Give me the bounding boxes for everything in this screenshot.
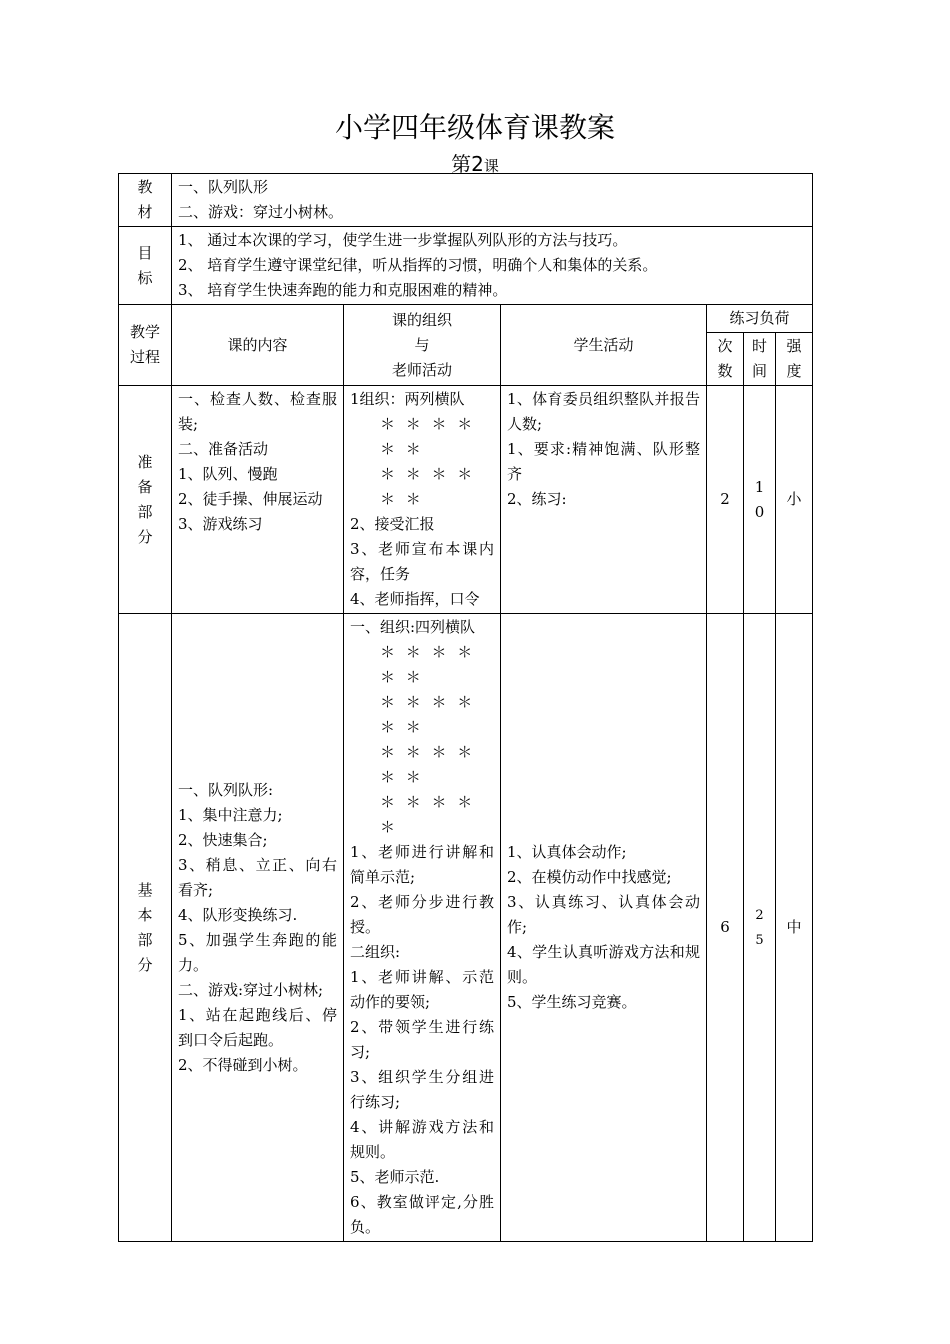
- basic-content-line: 2、快速集合;: [178, 830, 268, 849]
- prep-content-line: 一、检查人数、检查服装;: [178, 390, 337, 433]
- prep-content-line: 二、准备活动: [178, 440, 269, 458]
- lesson-number-main: 第2: [451, 152, 484, 176]
- prep-student-line: 2、练习:: [507, 490, 567, 508]
- basic-org-line: 2、带领学生进行练习;: [350, 1018, 494, 1061]
- basic-intensity: 中: [776, 614, 813, 1242]
- basic-org: [344, 614, 501, 1242]
- header-content: 课的内容: [172, 305, 344, 386]
- materials-line: 二、游戏：穿过小树林。: [178, 203, 344, 221]
- materials-content: [172, 174, 813, 227]
- basic-org-line: 5、老师示范.: [350, 1168, 440, 1186]
- basic-student-line: 3、认真练习、认真体会动作;: [507, 893, 700, 936]
- goals-row: [119, 227, 813, 305]
- basic-content-line: 4、队形变换练习.: [178, 905, 298, 924]
- prep-org-line: 3、老师宣布本课内容，任务: [350, 540, 494, 583]
- header-org: 课的组织 与 老师活动: [344, 305, 501, 386]
- prep-count: 2: [707, 386, 744, 614]
- basic-org-line: 1、老师讲解、示范动作的要领;: [350, 968, 494, 1011]
- prep-content-line: 3、游戏练习: [178, 515, 263, 533]
- basic-student: [501, 614, 707, 1242]
- prep-content-line: 2、徒手操、伸展运动: [178, 490, 323, 508]
- formation-row: ＊ ＊ ＊ ＊ ＊ ＊: [380, 643, 476, 686]
- prep-intensity: 小: [776, 386, 813, 614]
- header-process: 教学 过程: [119, 305, 172, 386]
- prep-student: [501, 386, 707, 614]
- prep-org: [344, 386, 501, 614]
- header-intensity: 强 度: [776, 333, 813, 386]
- basic-org-line: 二组织:: [350, 943, 401, 961]
- basic-org-line: 1、老师进行讲解和简单示范;: [350, 843, 494, 886]
- materials-label: 教 材: [119, 174, 172, 227]
- page-title: 小学四年级体育课教案: [334, 111, 615, 144]
- basic-org-line: 2、老师分步进行教授。: [350, 893, 494, 936]
- prep-org-line: 1组织：两列横队: [350, 390, 465, 408]
- basic-student-line: 2、在模仿动作中找感觉;: [507, 868, 672, 886]
- basic-label: 基 本 部 分: [119, 614, 172, 1242]
- prep-row: [119, 386, 813, 614]
- formation-row: ＊ ＊ ＊ ＊ ＊ ＊: [380, 693, 476, 736]
- basic-content-line: 一、队列队形:: [178, 780, 274, 799]
- basic-content-line: 5、加强学生奔跑的能力。: [178, 930, 337, 974]
- prep-content-line: 1、队列、慢跑: [178, 465, 278, 483]
- goals-content: [172, 227, 813, 305]
- materials-line: 一、队列队形: [178, 178, 269, 196]
- header-row: [119, 305, 813, 333]
- basic-student-line: 5、学生练习竞赛。: [507, 993, 637, 1011]
- goal-line: 3、 培育学生快速奔跑的能力和克服困难的精神。: [178, 281, 508, 299]
- basic-student-line: 1、认真体会动作;: [507, 843, 627, 861]
- header-count: 次 数: [707, 333, 744, 386]
- basic-time: 2 5: [744, 614, 776, 1242]
- header-student: 学生活动: [501, 305, 707, 386]
- basic-content-line: 2、不得碰到小树。: [178, 1055, 308, 1074]
- basic-student-line: 4、学生认真听游戏方法和规则。: [507, 943, 700, 986]
- basic-org-line: 一、组织:四列横队: [350, 618, 476, 636]
- lesson-plan-table: [118, 173, 813, 1242]
- basic-content-line: 3、稍息、立正、向右看齐;: [178, 855, 337, 899]
- formation-row: ＊ ＊ ＊ ＊ ＊ ＊: [380, 465, 476, 508]
- prep-label: 准 备 部 分: [119, 386, 172, 614]
- formation-row: ＊ ＊ ＊ ＊ ＊: [380, 793, 476, 836]
- basic-org-line: 3、组织学生分组进行练习;: [350, 1068, 494, 1111]
- formation-row: ＊ ＊ ＊ ＊ ＊ ＊: [380, 415, 476, 458]
- prep-content: [172, 386, 344, 614]
- basic-org-line: 6、教室做评定,分胜负。: [350, 1193, 494, 1236]
- goal-line: 2、 培育学生遵守课堂纪律，听从指挥的习惯，明确个人和集体的关系。: [178, 256, 658, 274]
- basic-org-line: 4、讲解游戏方法和规则。: [350, 1118, 494, 1161]
- materials-row: [119, 174, 813, 227]
- basic-content-line: 1、集中注意力;: [178, 805, 283, 824]
- basic-content-line: 二、游戏:穿过小树林;: [178, 980, 324, 999]
- goals-label: 目 标: [119, 227, 172, 305]
- header-load: 练习负荷: [707, 305, 813, 333]
- header-time: 时 间: [744, 333, 776, 386]
- prep-org-line: 4、老师指挥，口令: [350, 590, 480, 608]
- prep-student-line: 1、体育委员组织整队并报告人数;: [507, 390, 700, 433]
- prep-org-line: 2、接受汇报: [350, 515, 435, 533]
- basic-row: [119, 614, 813, 1242]
- basic-content: [172, 614, 344, 1242]
- basic-content-line: 1、站在起跑线后、停到口令后起跑。: [178, 1005, 337, 1049]
- formation-row: ＊ ＊ ＊ ＊ ＊ ＊: [380, 743, 476, 786]
- goal-line: 1、 通过本次课的学习，使学生进一步掌握队列队形的方法与技巧。: [178, 231, 628, 249]
- prep-student-line: 1、要求:精神饱满、队形整齐: [507, 440, 700, 483]
- basic-count: 6: [707, 614, 744, 1242]
- prep-time: 1 0: [744, 386, 776, 614]
- lesson-number-suffix: 课: [483, 157, 499, 175]
